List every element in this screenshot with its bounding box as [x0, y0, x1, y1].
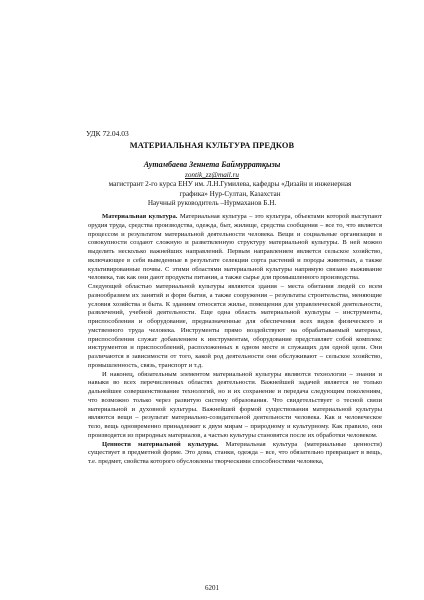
affiliation-line-2: графика» Нур-Султан, Казахстан [179, 189, 281, 198]
udk-code: УДК 72.04.03 [86, 129, 129, 138]
article-title: МАТЕРИАЛЬНАЯ КУЛЬТУРА ПРЕДКОВ [129, 141, 295, 150]
paragraph-text: Материальная культура – это культура, объектами которой выступают орудия труда, средства производства, одежда, быт, жилище, средства сообщения – все то, что является процессом и результатом материальной деятельности человека. Вещи и социальные организации в совокупности создают сложную и разветвленную структуру материальной культуры. В ней можно выделить несколько важнейших направлений. Первым направлением является сельское хозяйство, включающее в себя выведенные в результате селекции сорта растений и породы животных, а также культивированные почвы. С этими областями материальной культуры напрямую связано выживание человека, так как они дают продукты питания, а также сырье для промышленного производства. [88, 213, 383, 282]
paragraph [88, 371, 382, 441]
affiliation-line-1: магистрант 2-го курса ЕНУ им. Л.Н.Гумилева, кафедры «Дизайн и инженерная [108, 180, 352, 188]
author-affiliation [100, 180, 360, 199]
paragraph [88, 213, 382, 283]
paragraph [88, 441, 382, 467]
page-number: 6201 [205, 584, 219, 592]
article-body [88, 213, 382, 467]
scientific-advisor: Научный руководитель –Нурмаханов Б.Н. [147, 199, 277, 207]
author-name: Аутамбаева Зеннета Баймурратқызы [143, 160, 281, 169]
author-email[interactable]: zontik_zz@mail.ru [185, 171, 239, 179]
paragraph-text: И наконец, обязательным элементом материальной культуры являются технологии – знания и навыки во всех перечисленных областях деятельности. Важнейшей задачей является не только дальнейшее совершенствование технологий, но и их сохранение и передача следующим поколениям, что возможно только через развитую систему образования. Что свидетельствует о тесной связи материальной и духовной культуры. Важнейшей формой существования материальной культуры являются вещи – результат материально-созидательной деятельности человека. Как и человеческое тело, вещь одновременно принадлежит к двум мирам – природному и культурному. Как правило, они производятся из природных материалов, а частью культуры становятся после их обработки человеком. [88, 370, 382, 439]
paragraph [88, 283, 382, 371]
section-heading: Ценности материальной культуры. [102, 440, 219, 448]
section-heading: Материальная культура. [102, 213, 178, 220]
paragraph-text: Следующей областью материальной культуры являются здания – места обитания людей со всем разнообразием их занятий и форм бытия, а также сооружения – результаты строительства, меняющие условия хозяйства и быта. К зданиям относятся жилье, помещения для управленческой деятельности, развлечений, учебной деятельности. Еще одна область материальной культуры – инструменты, приспособления и оборудование, предназначенные для обеспечения всех видов физического и умственного труда человека. Инструменты прямо воздействуют на обрабатываемый материал, приспособления служат добавлением к инструментам, оборудование представляет собой комплекс инструментов и приспособлений, расположенных в одном месте и служащих для одной цели. Они различаются в зависимости от того, какой род деятельности они обслуживают – сельское хозяйство, промышленность, связь, транспорт и т.д. [88, 283, 382, 369]
paragraph-text: Материальная культура (материальные ценности) существует в предметной форме. Это дома, станки, одежда – все, что обязательно превращает в вещь, т.е. предмет, свойства которого обусловлены творческими способностями человека, [88, 440, 382, 465]
